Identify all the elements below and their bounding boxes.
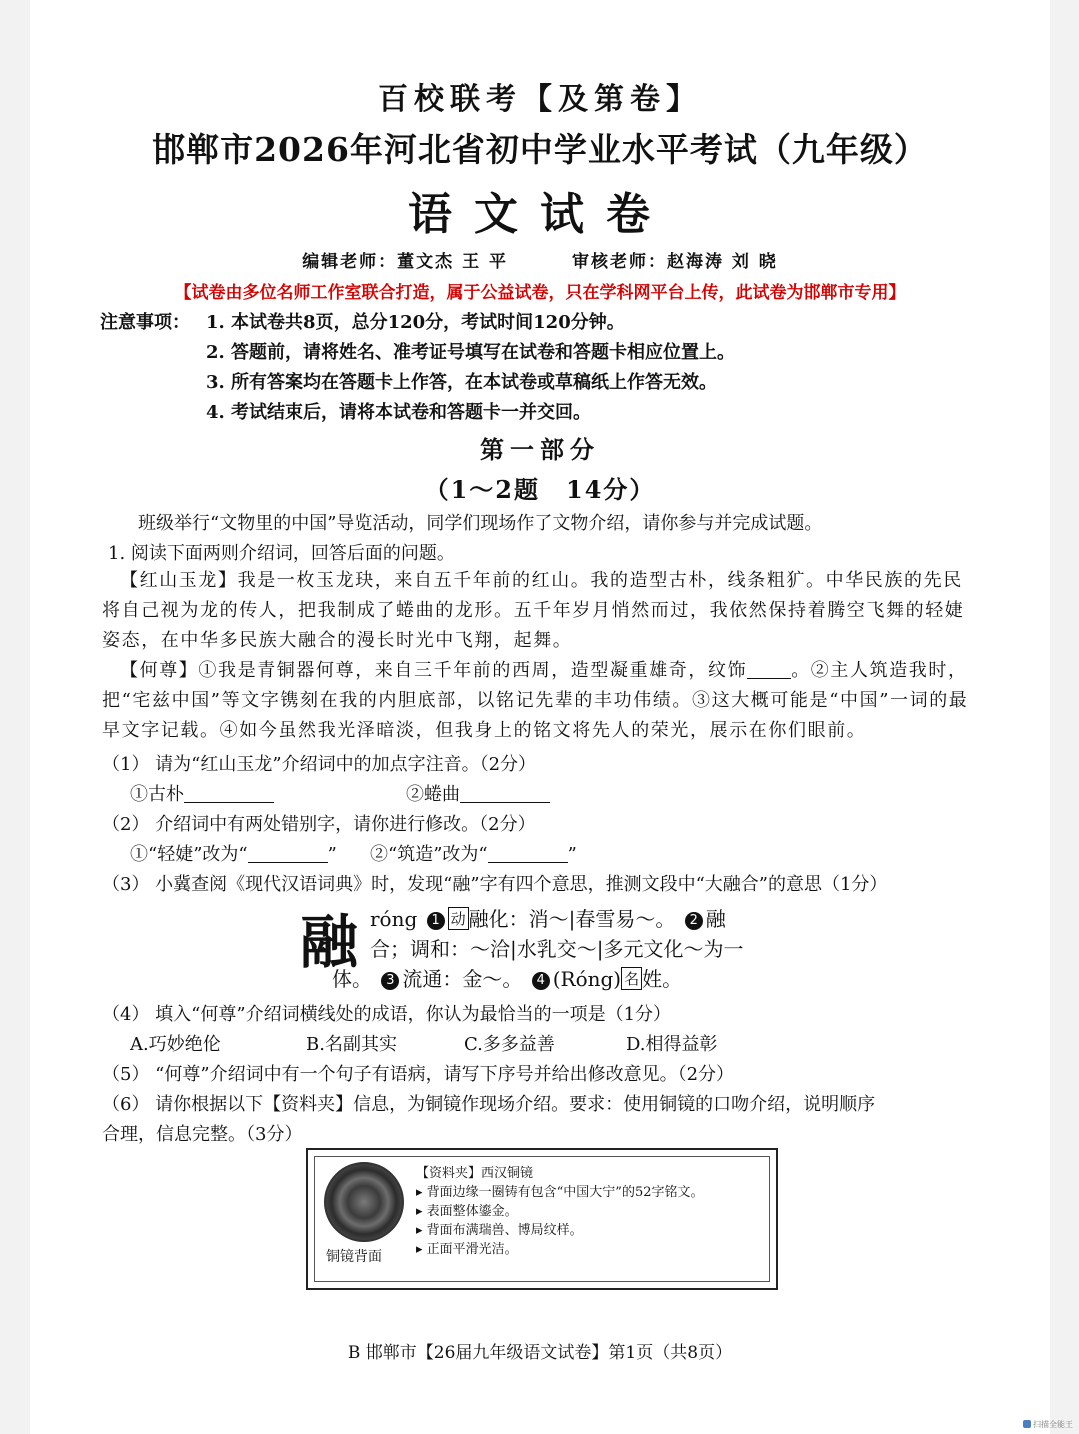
answer-blank xyxy=(248,844,328,863)
idiom-blank xyxy=(747,660,791,679)
sense-number: 4 xyxy=(532,972,550,990)
folder-item: ▸ 背面布满瑞兽、博局纹样。 xyxy=(416,1223,583,1238)
dict-def-1: 融化：消～|春雪易～。 xyxy=(468,907,676,931)
series-title: 百校联考【及第卷】 xyxy=(378,82,702,117)
sub1-a-label: ①古朴 xyxy=(130,784,184,805)
sub2-b-label: ②“筑造”改为“ xyxy=(370,844,488,865)
scanner-watermark xyxy=(1023,1419,1073,1430)
sub2-item-a xyxy=(130,840,337,866)
answer-blank xyxy=(184,784,274,803)
option-b: B.名副其实 xyxy=(306,1034,397,1055)
intro-text: 班级举行“文物里的中国”导览活动，同学们现场作了文物介绍，请你参与并完成试题。 xyxy=(138,513,823,534)
sub-question-3: （3） 小冀查阅《现代汉语词典》时，发现“融”字有四个意思，推测文段中“大融合”的意思（1分） xyxy=(102,874,888,895)
mirror-caption: 铜镜背面 xyxy=(326,1249,382,1265)
quote-close: ” xyxy=(567,844,577,865)
option-c: C.多多益善 xyxy=(464,1034,555,1055)
exam-page xyxy=(30,0,1050,1434)
sense-number: 2 xyxy=(685,912,703,930)
option-a: A.巧妙绝伦 xyxy=(130,1034,221,1055)
material-folder xyxy=(306,1148,778,1290)
sub1-item-a xyxy=(130,780,274,806)
dict-line-1 xyxy=(370,903,726,932)
passage-hezun xyxy=(102,656,982,746)
dictionary-entry xyxy=(300,895,800,995)
note-item: 2. 答题前，请将姓名、准考证号填写在试卷和答题卡相应位置上。 xyxy=(206,342,736,363)
exam-title: 邯郸市2026年河北省初中学业水平考试（九年级） xyxy=(152,130,928,169)
watermark-text: 扫描全能王 xyxy=(1033,1420,1073,1429)
editor-line xyxy=(30,247,1050,272)
note-item: 4. 考试结束后，请将本试卷和答题卡一并交回。 xyxy=(206,402,592,423)
sub-question-6-line2: 合理，信息完整。（3分） xyxy=(102,1124,303,1145)
note-item: 1. 本试卷共8页，总分120分，考试时间120分钟。 xyxy=(206,312,625,333)
dict-def-2a: 融 xyxy=(705,907,726,931)
sub2-item-b xyxy=(370,840,577,866)
part-subtitle: （1～2题 14分） xyxy=(424,475,656,504)
subject-title: 语文试卷 xyxy=(408,189,672,240)
folder-item: ▸ 正面平滑光洁。 xyxy=(416,1242,518,1257)
editors: 编辑老师：董文杰 王 平 xyxy=(302,252,509,272)
folder-item: ▸ 表面整体鎏金。 xyxy=(416,1204,518,1219)
sub-question-1: （1） 请为“红山玉龙”介绍词中的加点字注音。（2分） xyxy=(102,754,537,775)
answer-blank xyxy=(460,784,550,803)
answer-blank xyxy=(488,844,568,863)
bronze-mirror-image xyxy=(324,1162,404,1242)
option-d: D.相得益彰 xyxy=(626,1034,718,1055)
sub-question-6-line1: （6） 请你根据以下【资料夹】信息，为铜镜作现场介绍。要求：使用铜镜的口吻介绍，说明顺序 xyxy=(102,1094,876,1115)
sense-number: 3 xyxy=(381,972,399,990)
sense-number: 1 xyxy=(427,912,445,930)
sub-question-5: （5） “何尊”介绍词中有一个句子有语病，请写下序号并给出修改意见。（2分） xyxy=(102,1064,735,1085)
quote-close: ” xyxy=(327,844,337,865)
reviewers: 审核老师：赵海涛 刘 晓 xyxy=(571,252,778,272)
dict-line-2: 合；调和：～洽|水乳交～|多元文化～为一 xyxy=(370,937,744,961)
sub2-a-label: ①“轻婕”改为“ xyxy=(130,844,248,865)
sub-question-4: （4） 填入“何尊”介绍词横线处的成语，你认为最恰当的一项是（1分） xyxy=(102,1004,672,1025)
passage-hongshan: 【红山玉龙】我是一枚玉龙玦，来自五千年前的红山。我的造型古朴，线条粗犷。中华民族的先民将自己视为龙的传人，把我制成了蜷曲的龙形。五千年岁月悄然而过，我依然保持着腾空飞舞的轻婕姿态，在中华多民族大融合的漫长时光中飞翔，起舞。 xyxy=(102,570,965,651)
passage-hezun-part1: 【何尊】①我是青铜器何尊，来自三千年前的西周，造型凝重雄奇，纹饰 xyxy=(120,660,748,681)
page-footer: B 邯郸市【26届九年级语文试卷】第1页（共8页） xyxy=(347,1343,733,1363)
dict-pinyin: róng xyxy=(370,907,418,931)
red-notice: 【试卷由多位名师工作室联合打造，属于公益试卷，只在学科网平台上传，此试卷为邯郸市专用】 xyxy=(174,283,906,303)
part-title: 第一部分 xyxy=(480,435,600,464)
sub1-item-b xyxy=(406,780,550,806)
dict-pinyin-2: (Róng) xyxy=(552,967,622,991)
sub1-b-label: ②蜷曲 xyxy=(406,784,460,805)
scanner-logo-icon xyxy=(1023,1420,1031,1428)
pos-tag: 动 xyxy=(448,907,469,930)
dict-def-4: 姓。 xyxy=(642,967,683,991)
folder-title: 【资料夹】西汉铜镜 xyxy=(416,1166,534,1181)
sub-question-2: （2） 介绍词中有两处错别字，请你进行修改。（2分） xyxy=(102,814,536,835)
dict-def-2c: 体。 xyxy=(332,967,372,991)
question-1-stem: 1. 阅读下面两则介绍词，回答后面的问题。 xyxy=(108,543,455,564)
pos-tag: 名 xyxy=(621,967,642,990)
note-item: 3. 所有答案均在答题卡上作答，在本试卷或草稿纸上作答无效。 xyxy=(206,372,718,393)
folder-item: ▸ 背面边缘一圈铸有包含“中国大宁”的52字铭文。 xyxy=(416,1185,704,1200)
passage-hezun-part2: 。②主人筑造我时，把“宅兹中国”等文字镌刻在我的内胆底部，以铭记先辈的丰功伟绩。③这大概可能是“中国”一词的最早文字记载。④如今虽然我光泽暗淡，但我身上的铭文将先人的荣光，展示在你们眼前。 xyxy=(102,660,969,741)
dict-def-3: 流通：金～。 xyxy=(402,967,523,991)
notes-label: 注意事项： xyxy=(100,312,190,333)
dict-headword: 融 xyxy=(300,908,359,976)
dict-line-3 xyxy=(332,963,682,992)
folder-text xyxy=(416,1164,704,1259)
